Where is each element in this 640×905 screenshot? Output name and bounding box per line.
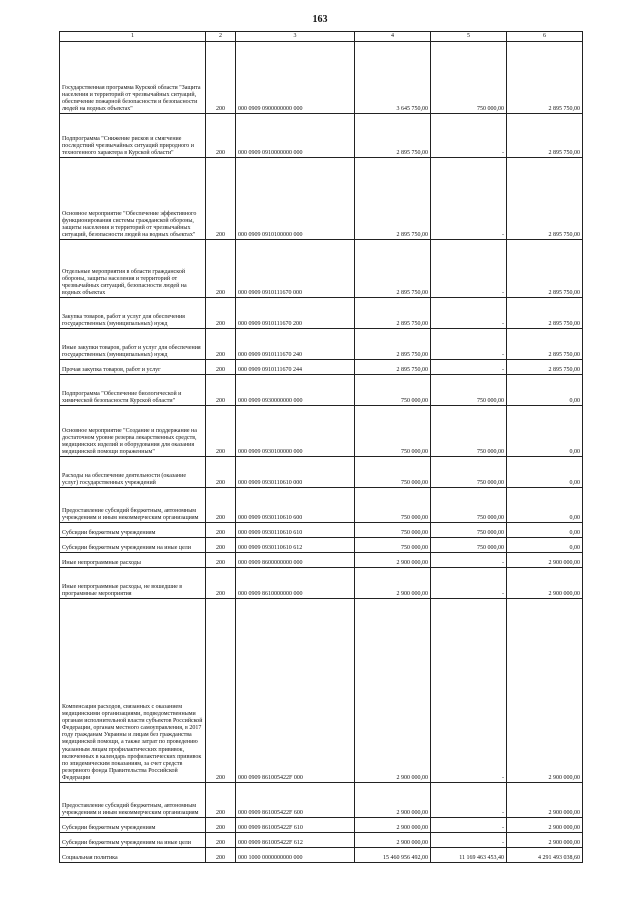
row-value-4: 2 900 000,00: [355, 599, 431, 783]
row-value-6: 2 895 750,00: [507, 158, 583, 240]
row-code: 000 0909 8600000000 000: [236, 553, 355, 568]
budget-table: [59, 31, 583, 863]
row-value-6: 2 900 000,00: [507, 599, 583, 783]
row-value-5: 750 000,00: [431, 523, 507, 538]
row-value-6: 2 900 000,00: [507, 553, 583, 568]
row-col2: 200: [206, 298, 236, 329]
row-value-4: 2 895 750,00: [355, 114, 431, 158]
row-code: 000 0909 0930110610 600: [236, 488, 355, 523]
row-value-5: -: [431, 298, 507, 329]
table-row: [60, 818, 583, 833]
row-value-5: 11 169 463 453,40: [431, 848, 507, 863]
row-value-6: 2 900 000,00: [507, 818, 583, 833]
row-value-6: 2 900 000,00: [507, 783, 583, 818]
row-value-4: 2 900 000,00: [355, 818, 431, 833]
row-value-5: -: [431, 158, 507, 240]
row-value-5: -: [431, 568, 507, 599]
table-row: [60, 457, 583, 488]
row-value-5: 750 000,00: [431, 488, 507, 523]
row-value-6: 2 895 750,00: [507, 114, 583, 158]
row-code: 000 0909 0910111670 244: [236, 360, 355, 375]
row-code: 000 0909 861005422F 610: [236, 818, 355, 833]
row-col2: 200: [206, 488, 236, 523]
row-value-4: 750 000,00: [355, 406, 431, 457]
row-code: 000 0909 0930110610 000: [236, 457, 355, 488]
row-value-5: 750 000,00: [431, 375, 507, 406]
row-name: Подпрограмма "Обеспечение биологической и химической безопасности Курской области": [60, 375, 206, 406]
row-name: Закупка товаров, работ и услуг для обеспечения государственных (муниципальных) нужд: [60, 298, 206, 329]
table-row: [60, 488, 583, 523]
row-code: 000 0909 0930100000 000: [236, 406, 355, 457]
row-col2: 200: [206, 375, 236, 406]
row-value-5: 750 000,00: [431, 457, 507, 488]
row-code: 000 0909 0910111670 200: [236, 298, 355, 329]
table-row: [60, 360, 583, 375]
row-name: Субсидии бюджетным учреждениям: [60, 523, 206, 538]
row-code: 000 0909 0900000000 000: [236, 42, 355, 114]
row-value-6: 0,00: [507, 375, 583, 406]
row-value-6: 2 895 750,00: [507, 240, 583, 298]
row-code: 000 0909 8610000000 000: [236, 568, 355, 599]
row-value-4: 750 000,00: [355, 375, 431, 406]
row-value-4: 15 460 956 492,00: [355, 848, 431, 863]
header-col-1: 1: [60, 32, 206, 42]
row-col2: 200: [206, 833, 236, 848]
row-value-6: 2 895 750,00: [507, 360, 583, 375]
table-row: [60, 375, 583, 406]
row-name: Предоставление субсидий бюджетным, автономным учреждениям и иным некоммерческим организациям: [60, 783, 206, 818]
row-name: Предоставление субсидий бюджетным, автономным учреждениям и иным некоммерческим организациям: [60, 488, 206, 523]
header-col-2: 2: [206, 32, 236, 42]
row-code: 000 0909 0930110610 610: [236, 523, 355, 538]
row-value-4: 750 000,00: [355, 457, 431, 488]
row-value-4: 750 000,00: [355, 538, 431, 553]
header-col-6: 6: [507, 32, 583, 42]
row-value-5: -: [431, 240, 507, 298]
row-value-5: 750 000,00: [431, 538, 507, 553]
header-row: [60, 32, 583, 42]
row-value-4: 2 895 750,00: [355, 360, 431, 375]
row-code: 000 0909 0910000000 000: [236, 114, 355, 158]
row-value-5: -: [431, 329, 507, 360]
row-code: 000 0909 0930110610 612: [236, 538, 355, 553]
table-row: [60, 406, 583, 457]
table-row: [60, 538, 583, 553]
row-col2: 200: [206, 42, 236, 114]
row-code: 000 0909 861005422F 000: [236, 599, 355, 783]
row-name: Основное мероприятие "Создание и поддержание на достаточном уровне резерва лекарственных средств, медицинских изделий и оборудования для оказания медицинской помощи пораженным": [60, 406, 206, 457]
row-name: Компенсация расходов, связанных с оказанием медицинскими организациями, подведомственными органам исполнительной власти субъектов Российской Федерации, органам местного самоуправления, в 2017 году гражданам Украины и лицам без гражданства медицинской помощи, а также затрат по проведению указанным лицам профилактических прививок, включенных в календарь профилактических прививок по эпидемическим показаниям, за счет средств резервного фонда Правительства Российской Федерации: [60, 599, 206, 783]
table-row: [60, 329, 583, 360]
row-value-5: -: [431, 818, 507, 833]
table-row: [60, 833, 583, 848]
row-col2: 200: [206, 240, 236, 298]
table-row: [60, 158, 583, 240]
row-value-4: 2 895 750,00: [355, 298, 431, 329]
row-name: Государственная программа Курской области "Защита населения и территорий от чрезвычайных ситуаций, обеспечение пожарной безопасности и безопасности людей на водных объектах": [60, 42, 206, 114]
row-name: Иные непрограммные расходы: [60, 553, 206, 568]
row-code: 000 0909 0930000000 000: [236, 375, 355, 406]
row-value-6: 2 895 750,00: [507, 42, 583, 114]
row-value-6: 2 895 750,00: [507, 298, 583, 329]
row-value-4: 2 900 000,00: [355, 833, 431, 848]
row-value-4: 2 900 000,00: [355, 783, 431, 818]
row-col2: 200: [206, 406, 236, 457]
row-col2: 200: [206, 360, 236, 375]
row-col2: 200: [206, 329, 236, 360]
table-row: [60, 553, 583, 568]
row-value-6: 0,00: [507, 457, 583, 488]
row-col2: 200: [206, 457, 236, 488]
row-value-4: 750 000,00: [355, 523, 431, 538]
row-col2: 200: [206, 523, 236, 538]
row-name: Иные непрограммные расходы, не вошедшие в программные мероприятия: [60, 568, 206, 599]
row-value-5: -: [431, 360, 507, 375]
row-value-6: 4 291 493 038,60: [507, 848, 583, 863]
row-name: Социальная политика: [60, 848, 206, 863]
row-value-6: 0,00: [507, 538, 583, 553]
table-row: [60, 240, 583, 298]
row-value-4: 2 900 000,00: [355, 553, 431, 568]
table-row: [60, 599, 583, 783]
row-code: 000 0909 0910111670 000: [236, 240, 355, 298]
row-name: Основное мероприятие "Обеспечение эффективного функционирования системы гражданской обороны, защиты населения и территорий от чрезвычайных ситуаций, безопасности людей на водных объектах": [60, 158, 206, 240]
table-row: [60, 42, 583, 114]
row-col2: 200: [206, 114, 236, 158]
table-row: [60, 523, 583, 538]
row-col2: 200: [206, 568, 236, 599]
row-value-6: 0,00: [507, 488, 583, 523]
row-name: Отдельные мероприятия в области гражданской обороны, защиты населения и территорий от чрезвычайных ситуаций, безопасности людей на водных объектах: [60, 240, 206, 298]
table-row: [60, 783, 583, 818]
row-value-6: 2 895 750,00: [507, 329, 583, 360]
row-name: Субсидии бюджетным учреждениям на иные цели: [60, 538, 206, 553]
row-col2: 200: [206, 848, 236, 863]
header-col-5: 5: [431, 32, 507, 42]
row-name: Субсидии бюджетным учреждениям на иные цели: [60, 833, 206, 848]
row-value-4: 2 895 750,00: [355, 240, 431, 298]
row-code: 000 0909 0910100000 000: [236, 158, 355, 240]
row-code: 000 0909 861005422F 600: [236, 783, 355, 818]
row-code: 000 0909 0910111670 240: [236, 329, 355, 360]
row-value-5: -: [431, 833, 507, 848]
row-value-6: 2 900 000,00: [507, 568, 583, 599]
row-value-4: 2 895 750,00: [355, 158, 431, 240]
row-value-4: 750 000,00: [355, 488, 431, 523]
row-col2: 200: [206, 538, 236, 553]
row-name: Подпрограмма "Снижение рисков и смягчение последствий чрезвычайных ситуаций природного и техногенного характера в Курской области": [60, 114, 206, 158]
table-row: [60, 114, 583, 158]
row-name: Прочая закупка товаров, работ и услуг: [60, 360, 206, 375]
header-col-3: 3: [236, 32, 355, 42]
row-code: 000 0909 861005422F 612: [236, 833, 355, 848]
row-col2: 200: [206, 599, 236, 783]
row-code: 000 1000 0000000000 000: [236, 848, 355, 863]
row-value-4: 2 895 750,00: [355, 329, 431, 360]
row-value-6: 0,00: [507, 523, 583, 538]
row-value-5: 750 000,00: [431, 406, 507, 457]
row-value-5: -: [431, 599, 507, 783]
row-value-6: 2 900 000,00: [507, 833, 583, 848]
row-value-5: -: [431, 553, 507, 568]
row-col2: 200: [206, 783, 236, 818]
row-value-5: 750 000,00: [431, 42, 507, 114]
row-value-5: -: [431, 783, 507, 818]
page-number: 163: [312, 14, 328, 25]
row-col2: 200: [206, 158, 236, 240]
row-name: Иные закупки товаров, работ и услуг для обеспечения государственных (муниципальных) нужд: [60, 329, 206, 360]
row-value-4: 3 645 750,00: [355, 42, 431, 114]
row-col2: 200: [206, 553, 236, 568]
row-value-5: -: [431, 114, 507, 158]
table-row: [60, 848, 583, 863]
row-col2: 200: [206, 818, 236, 833]
table-row: [60, 568, 583, 599]
row-value-4: 2 900 000,00: [355, 568, 431, 599]
row-name: Расходы на обеспечение деятельности (оказание услуг) государственных учреждений: [60, 457, 206, 488]
header-col-4: 4: [355, 32, 431, 42]
row-value-6: 0,00: [507, 406, 583, 457]
row-name: Субсидии бюджетным учреждениям: [60, 818, 206, 833]
table-row: [60, 298, 583, 329]
